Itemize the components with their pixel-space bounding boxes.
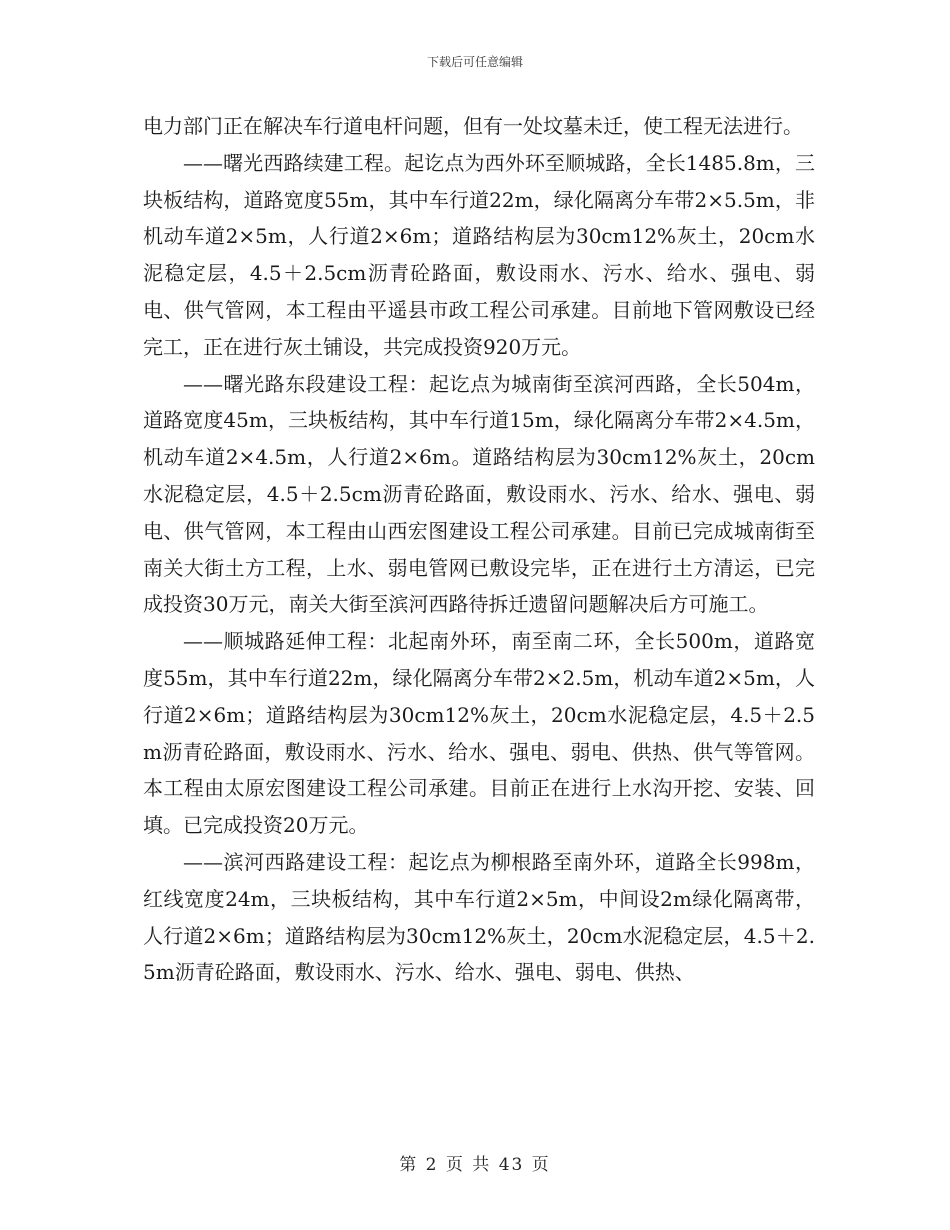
paragraph-shuncheng-road-extension: ——顺城路延伸工程：北起南外环，南至南二环，全长500m，道路宽度55m，其中车行道22m，绿化隔离分车带2×2.5m，机动车道2×5m，人行道2×6m；道路结构层为30cm12%灰土，20cm水泥稳定层，4.5＋2.5m沥青砼路面，敷设雨水、污水、给水、强电、弱电、供热、供气等管网。本工程由太原宏图建设工程公司承建。目前正在进行上水沟开挖、安装、回填。已完成投资20万元。: [143, 629, 815, 838]
document-body: [143, 108, 815, 991]
paragraph-shuguang-east-section: ——曙光路东段建设工程：起讫点为城南街至滨河西路，全长504m，道路宽度45m，三块板结构，其中车行道15m，绿化隔离分车带2×4.5m，机动车道2×4.5m，人行道2×6m。道路结构层为30cm12%灰土，20cm水泥稳定层，4.5＋2.5cm沥青砼路面，敷设雨水、污水、给水、强电、弱电、供气管网，本工程由山西宏图建设工程公司承建。目前已完成城南街至南关大街土方工程，上水、弱电管网已敷设完毕，正在进行土方清运，已完成投资30万元，南关大街至滨河西路待拆迁遗留问题解决后方可施工。: [143, 371, 815, 617]
page-header: 下载后可任意编辑: [426, 55, 523, 69]
page-number-footer: 第 2 页 共 43 页: [399, 1155, 551, 1175]
paragraph-shuguang-west-road: ——曙光西路续建工程。起讫点为西外环至顺城路，全长1485.8m，三块板结构，道路宽度55m，其中车行道22m，绿化隔离分车带2×5.5m，非机动车道2×5m，人行道2×6m；道路结构层为30cm12%灰土，20cm水泥稳定层，4.5＋2.5cm沥青砼路面，敷设雨水、污水、给水、强电、弱电、供气管网，本工程由平遥县市政工程公司承建。目前地下管网敷设已经完工，正在进行灰土铺设，共完成投资920万元。: [143, 150, 815, 359]
paragraph-continuation: 电力部门正在解决车行道电杆问题，但有一处坟墓未迁，使工程无法进行。: [143, 114, 803, 138]
paragraph-binhe-west-road: ——滨河西路建设工程：起讫点为柳根路至南外环，道路全长998m，红线宽度24m，三块板结构，其中车行道2×5m，中间设2m绿化隔离带，人行道2×6m；道路结构层为30cm12%灰土，20cm水泥稳定层，4.5＋2.5m沥青砼路面，敷设雨水、污水、给水、强电、弱电、供热、: [143, 849, 815, 985]
